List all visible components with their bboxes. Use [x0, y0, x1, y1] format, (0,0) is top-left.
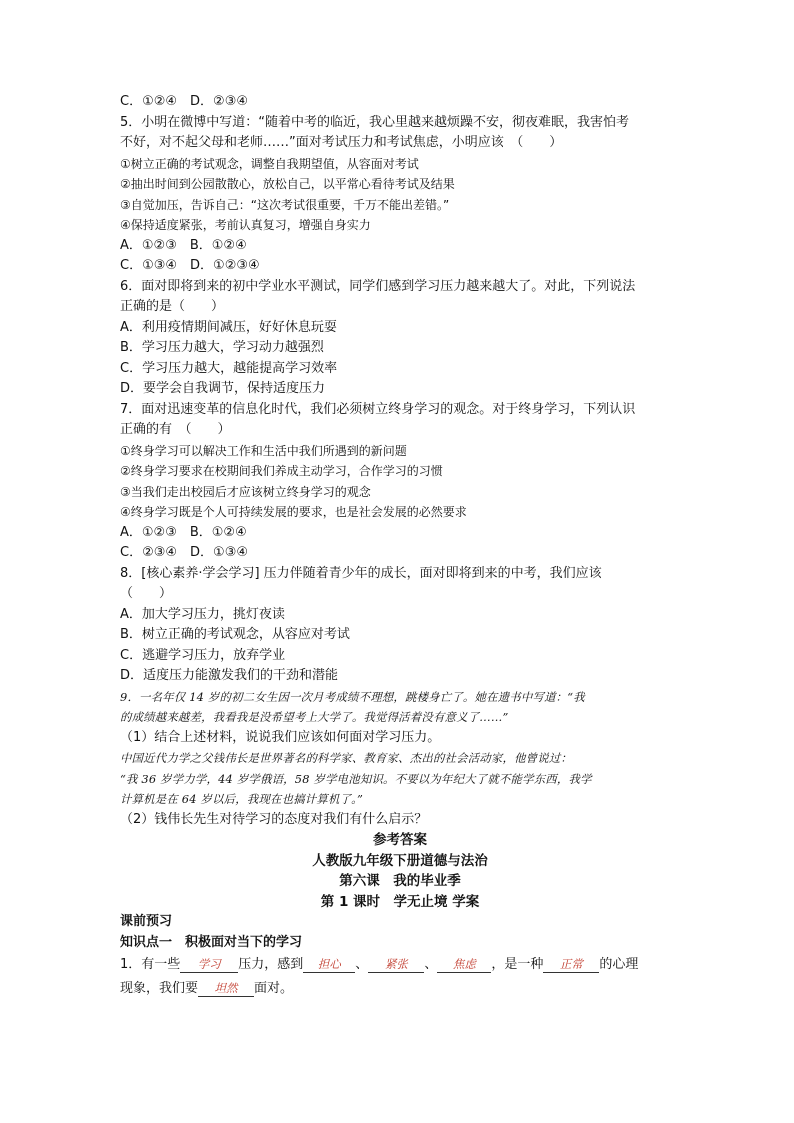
q5-stem-line1: 5．小明在微博中写道：“随着中考的临近，我心里越来越烦躁不安，彻夜难眠，我害怕考	[120, 114, 630, 130]
answers-heading: 参考答案	[373, 832, 427, 848]
document-page	[120, 92, 680, 1001]
q8-option-a: A．加大学习压力，挑灯夜读	[120, 606, 285, 622]
fill-text: 、	[424, 957, 438, 972]
q6-option-d: D．要学会自我调节，保持适度压力	[120, 381, 326, 396]
knowledge-point-1: 知识点一 积极面对当下的学习	[120, 934, 303, 950]
q5-item3: ③自觉加压，告诉自己：“这次考试很重要，千万不能出差错。”	[120, 197, 450, 212]
fill-text: ，是一种	[491, 957, 544, 972]
q7-item2: ②终身学习要求在校期间我们养成主动学习，合作学习的习惯	[120, 464, 443, 478]
q5-options-ab: A．①②③ B．①②④	[120, 237, 247, 253]
fill-text: 现象，我们要	[120, 981, 199, 996]
fill-text: 1．有一些	[120, 957, 181, 972]
fill-text: 的心理	[599, 957, 639, 972]
q5-item2: ②抽出时间到公园散散心，放松自己，以平常心看待考试及结果	[120, 177, 455, 191]
q8-option-b: B．树立正确的考试观念，从容应对考试	[120, 627, 350, 642]
q7-options-cd: C．②③④ D．①③④	[120, 545, 249, 560]
q7-item3: ③当我们走出校园后才应该树立终身学习的观念	[120, 484, 371, 499]
q7-stem-line1: 7．面对迅速变革的信息化时代，我们必须树立终身学习的观念。对于终身学习，下列认识	[120, 401, 636, 417]
answers-book-title: 人教版九年级下册道德与法治	[312, 852, 488, 869]
q9-material1-line1: 9．一名年仅 14 岁的初二女生因一次月考成绩不理想，跳楼身亡了。她在遗书中写道：“我	[120, 689, 585, 704]
answers-lesson-title: 第六课 我的毕业季	[339, 873, 461, 889]
fill-in-line1	[120, 953, 680, 977]
answer-blank: 紧张	[368, 956, 424, 973]
q6-option-b: B．学习压力越大，学习动力越强烈	[120, 340, 324, 355]
answer-blank: 坦然	[198, 980, 254, 997]
answer-blank: 正常	[543, 956, 599, 973]
q8-option-c: C．逃避学习压力，放弃学业	[120, 647, 286, 663]
q6-option-a: A．利用疫情期间减压，好好休息玩耍	[120, 319, 337, 335]
q8-option-d: D．适度压力能激发我们的干劲和潜能	[120, 668, 339, 683]
answer-blank: 学习	[180, 956, 238, 973]
q5-item4: ④保持适度紧张，考前认真复习，增强自身实力	[120, 218, 371, 232]
q8-stem-line2: （ ）	[120, 586, 173, 601]
q7-stem-line2: 正确的有 （ ）	[120, 422, 231, 437]
q9-material2-line2: “我 36 岁学力学，44 岁学俄语，58 岁学电池知识。不要以为年纪大了就不能学东西，我学	[120, 771, 592, 786]
q5-stem-line2: 不好，对不起父母和老师……”面对考试压力和考试焦虑，小明应该 （ ）	[120, 135, 563, 150]
q6-stem-line1: 6．面对即将到来的初中学业水平测试，同学们感到学习压力越来越大了。对此，下列说法	[120, 278, 636, 294]
fill-text: 压力，感到	[238, 957, 304, 972]
q9-subquestion1: （1）结合上述材料，说说我们应该如何面对学习压力。	[120, 729, 441, 745]
fill-text: 面对。	[254, 981, 294, 996]
q7-item1: ①终身学习可以解决工作和生活中我们所遇到的新问题	[120, 443, 407, 458]
q5-options-cd: C．①③④ D．①②③④	[120, 258, 260, 273]
fill-text: 、	[355, 957, 369, 972]
q4-options-cd: C．①②④ D．②③④	[120, 94, 249, 109]
q9-material2-line1: 中国近代力学之父钱伟长是世界著名的科学家、教育家、杰出的社会活动家，他曾说过：	[120, 751, 573, 765]
q5-item1: ①树立正确的考试观念，调整自我期望值，从容面对考试	[120, 156, 419, 171]
q9-material1-line2: 的成绩越来越差，我看我是没希望考上大学了。我觉得活着没有意义了……”	[120, 710, 509, 724]
q6-option-c: C．学习压力越大，越能提高学习效率	[120, 360, 338, 376]
fill-in-line2	[120, 977, 680, 1001]
q9-subquestion2: （2）钱伟长先生对待学习的态度对我们有什么启示？	[120, 811, 428, 827]
q7-item4: ④终身学习既是个人可持续发展的要求，也是社会发展的必然要求	[120, 505, 467, 519]
section-preview: 课前预习	[120, 914, 173, 929]
answer-blank: 焦虑	[437, 956, 491, 973]
answers-period-title: 第 1 课时 学无止境 学案	[320, 893, 480, 910]
q8-stem-line1: 8．[核心素养·学会学习] 压力伴随着青少年的成长，面对即将到来的中考，我们应该	[120, 565, 602, 581]
q9-material2-line3: 计算机是在 64 岁以后，我现在也搞计算机了。”	[120, 792, 364, 806]
answer-blank: 担心	[303, 956, 355, 973]
q7-options-ab: A．①②③ B．①②④	[120, 524, 247, 540]
q6-stem-line2: 正确的是（ ）	[120, 299, 225, 314]
